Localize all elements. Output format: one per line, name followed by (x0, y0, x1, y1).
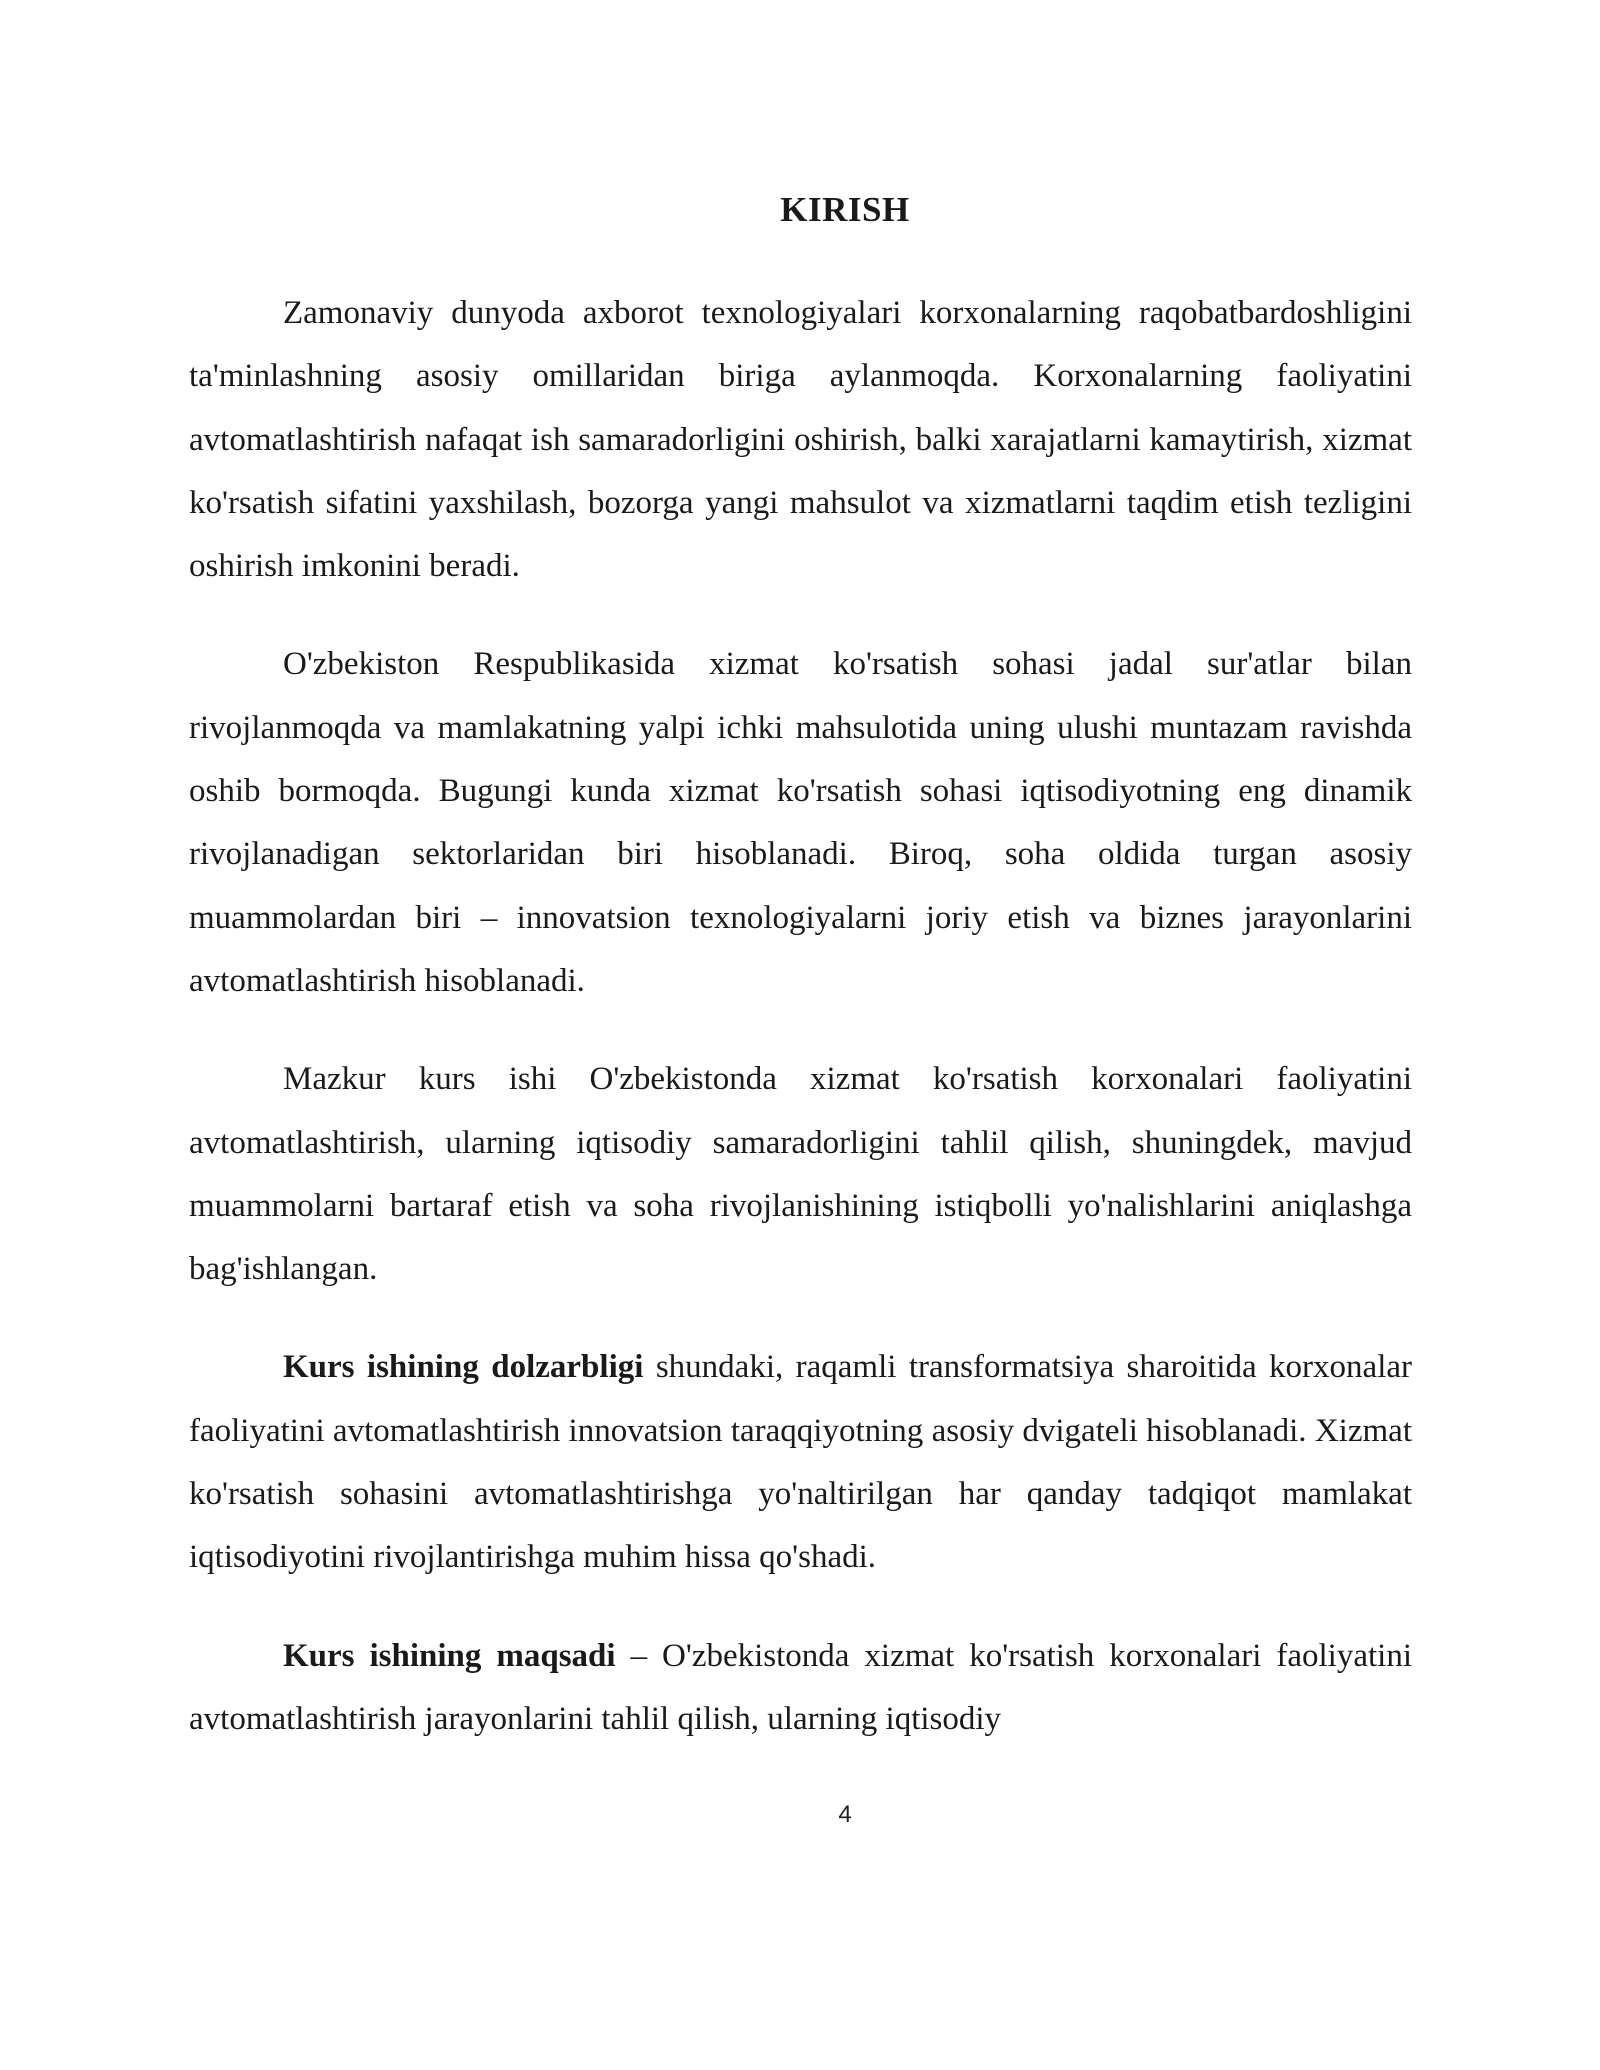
paragraph-introduction (189, 282, 1412, 598)
paragraph-relevance (189, 1336, 1412, 1589)
paragraph-goal (189, 1625, 1412, 1752)
section-heading: KIRISH (780, 190, 910, 229)
paragraph-course-work-scope (189, 1048, 1412, 1301)
paragraph-text: – O'zbekistonda xizmat ko'rsatish korxonalari faoliyatini avtomatlashtirish jarayonlarini tahlil qilish, ularning iqtisodiy (189, 1637, 1412, 1737)
goal-lead-term: Kurs ishining maqsadi (283, 1637, 616, 1674)
page-number: 4 (838, 1801, 852, 1828)
relevance-lead-term: Kurs ishining dolzarbligi (283, 1349, 644, 1386)
paragraph-text: O'zbekiston Respublikasida xizmat ko'rsatish sohasi jadal sur'atlar bilan rivojlanmoqda va mamlakatning yalpi ichki mahsulotida uning ulushi muntazam ravishda oshib bormoqda. Bugungi kunda xizmat ko'rsatish sohasi iqtisodiyotning eng dinamik rivojlanadigan sektorlaridan biri hisoblanadi. Biroq, soha oldida turgan asosiy muammolardan biri – innovatsion texnologiyalarni joriy etish va biznes jarayonlarini avtomatlashtirish hisoblanadi. (189, 646, 1412, 999)
paragraph-text: Zamonaviy dunyoda axborot texnologiyalari korxonalarning raqobatbardoshligini ta'minlashning asosiy omillaridan biriga aylanmoqda. Korxonalarning faoliyatini avtomatlashtirish nafaqat ish samaradorligini oshirish, balki xarajatlarni kamaytirish, xizmat ko'rsatish sifatini yaxshilash, bozorga yangi mahsulot va xizmatlarni taqdim etish tezligini oshirish imkonini beradi. (189, 295, 1412, 585)
paragraph-uzbekistan-services (189, 633, 1412, 1013)
paragraph-text: shundaki, raqamli transformatsiya sharoitida korxonalar faoliyatini avtomatlashtirish innovatsion taraqqiyotning asosiy dvigateli hisoblanadi. Xizmat ko'rsatish sohasini avtomatlashtirishga yo'naltirilgan har qanday tadqiqot mamlakat iqtisodiyotini rivojlantirishga muhim hissa qo'shadi. (189, 1349, 1412, 1576)
paragraph-text: Mazkur kurs ishi O'zbekistonda xizmat ko'rsatish korxonalari faoliyatini avtomatlashtirish, ularning iqtisodiy samaradorligini tahlil qilish, shuningdek, mavjud muammolarni bartaraf etish va soha rivojlanishining istiqbolli yo'nalishlarini aniqlashga bag'ishlangan. (189, 1061, 1412, 1288)
body-text (189, 282, 1412, 1751)
